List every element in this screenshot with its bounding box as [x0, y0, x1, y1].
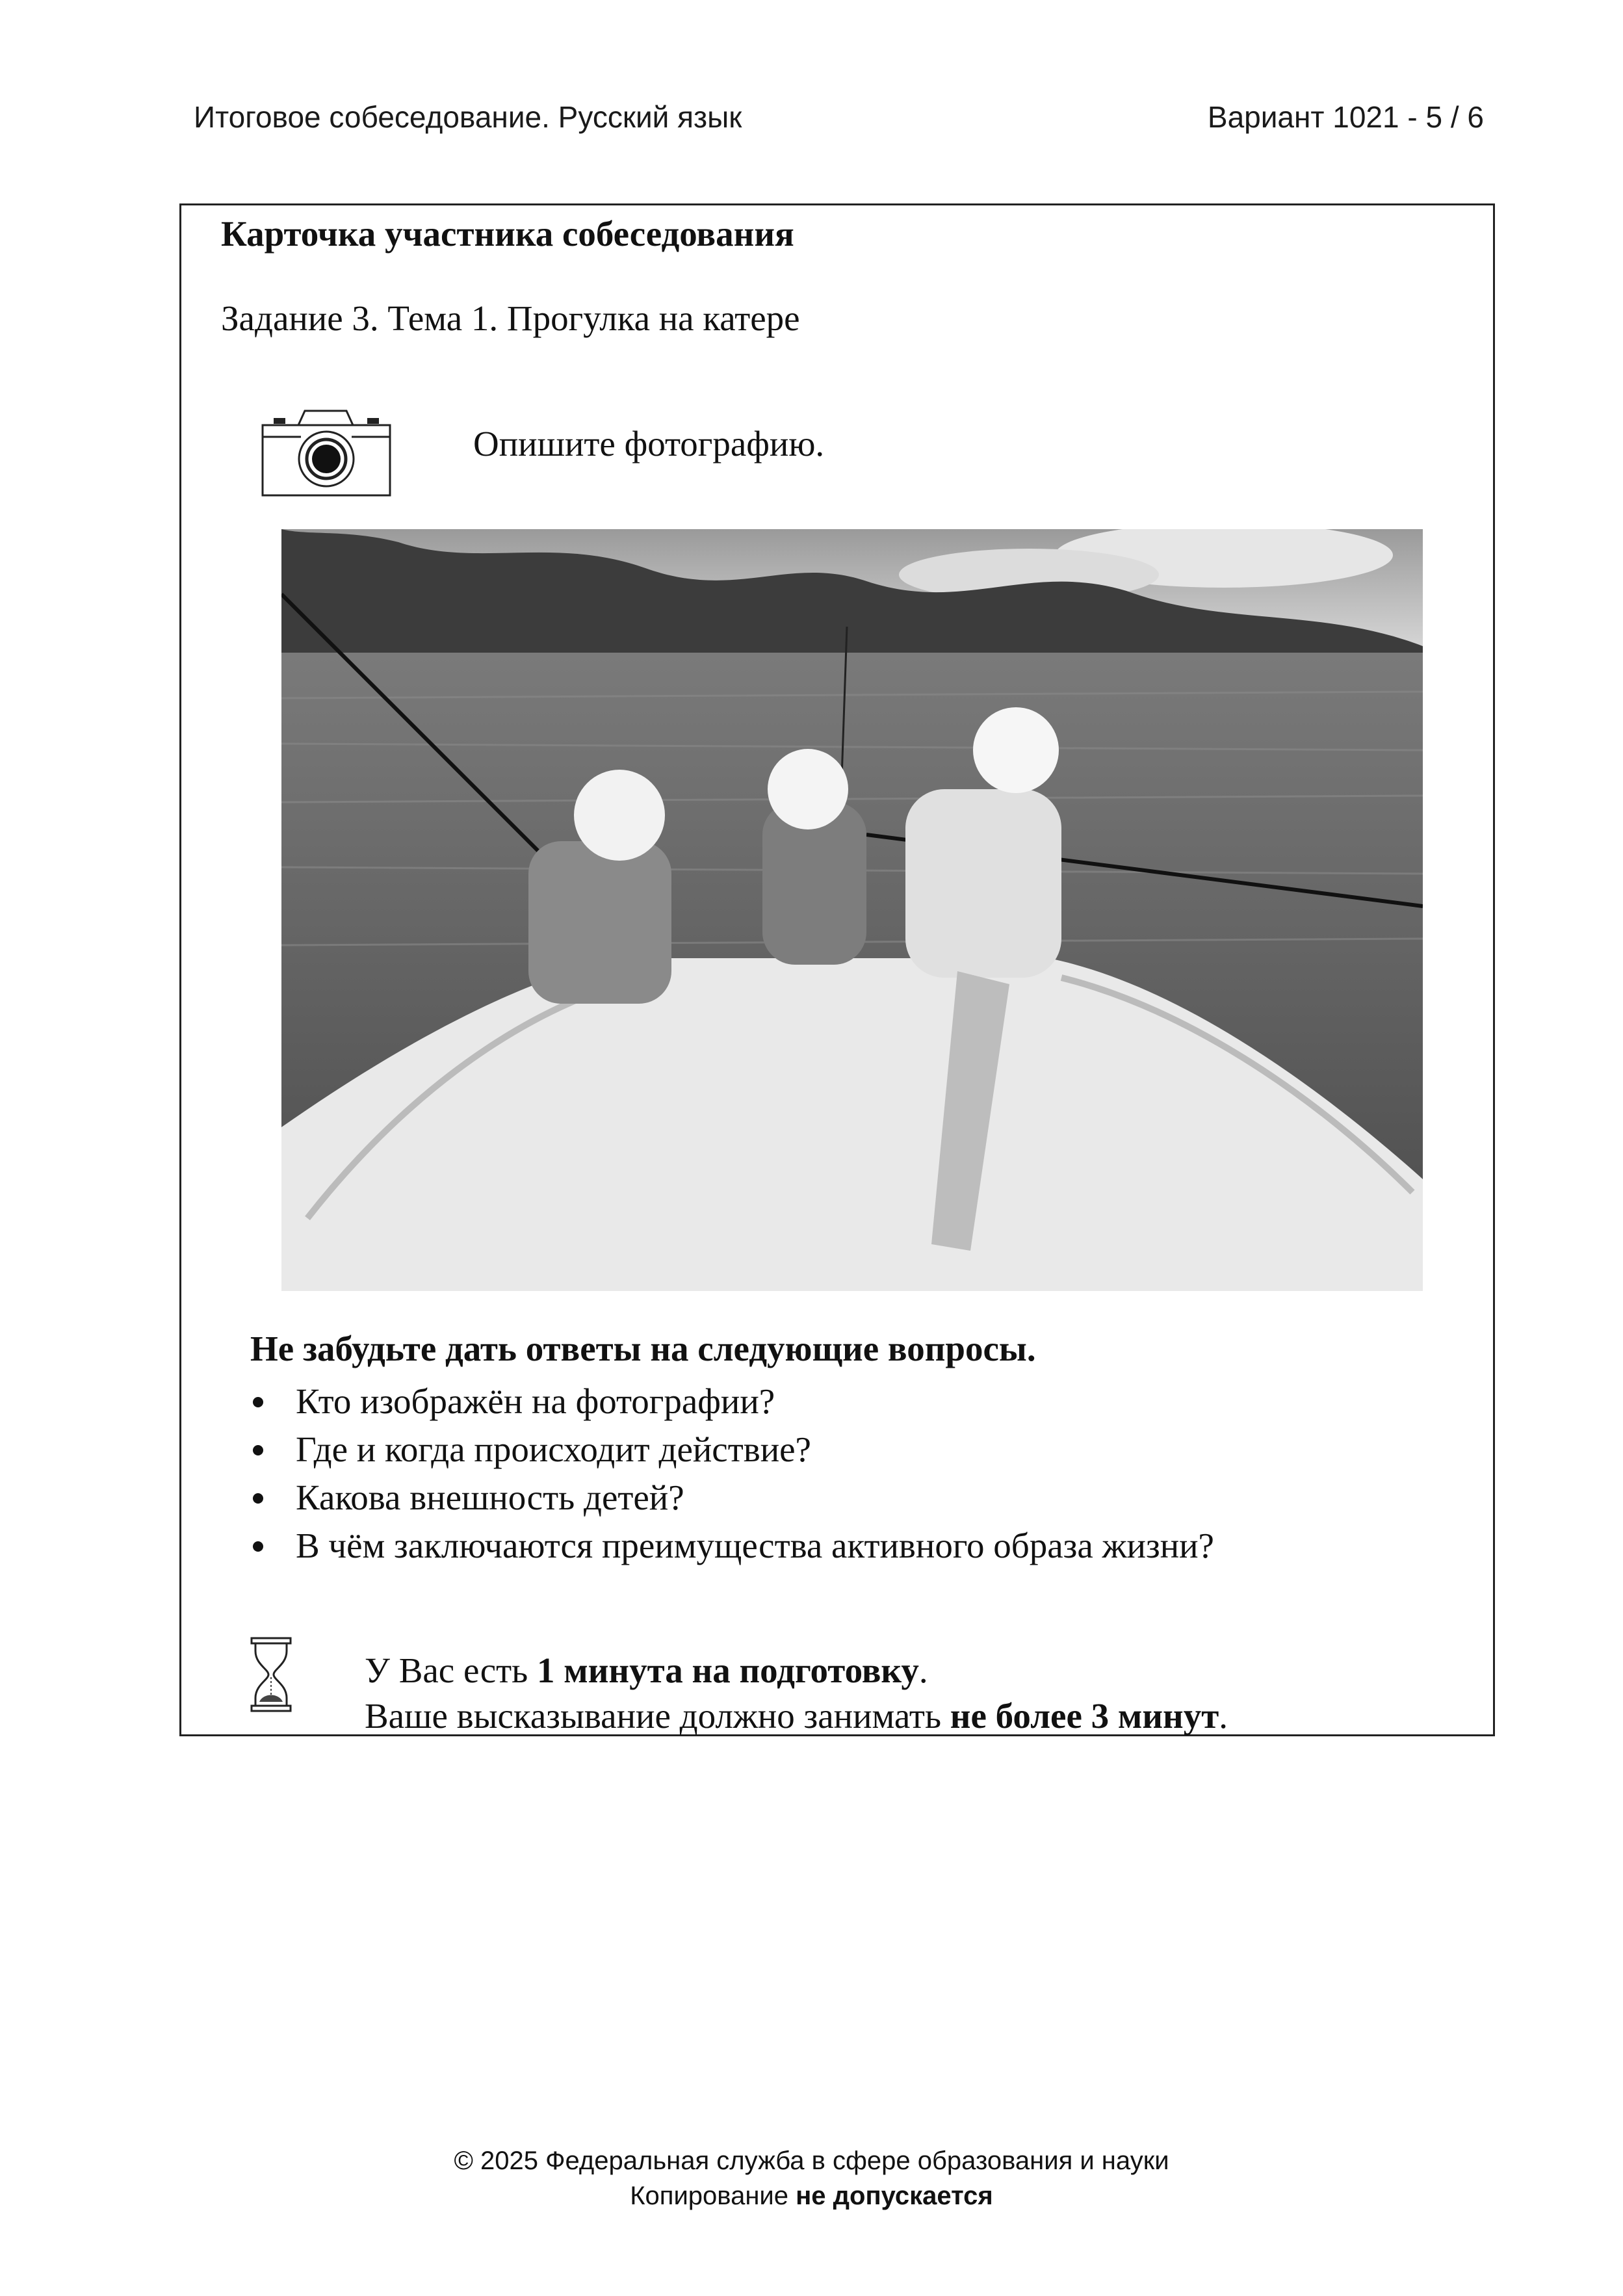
list-item: Кто изображён на фотографии?	[250, 1377, 1214, 1426]
footer-copy-notice: Копирование не допускается	[630, 2182, 993, 2210]
variant-page-number: Вариант 1021 - 5 / 6	[1207, 100, 1484, 134]
header-title: Итоговое собеседование. Русский язык	[194, 100, 742, 134]
describe-prompt: Опишите фотографию.	[473, 424, 825, 463]
card-title: Карточка участника собеседования	[221, 214, 794, 254]
hourglass-icon	[250, 1637, 292, 1712]
list-item: В чём заключаются преимущества активного образа жизни?	[250, 1522, 1214, 1570]
footer-copyright: © 2025 Федеральная служба в сфере образования и науки	[454, 2146, 1169, 2175]
questions-list	[250, 1377, 1214, 1570]
camera-icon	[261, 407, 392, 498]
preparation-time-text: У Вас есть 1 минута на подготовку.	[365, 1650, 928, 1690]
list-item: Где и когда происходит действие?	[250, 1426, 1214, 1474]
photo-children-fishing-on-boat	[281, 529, 1423, 1291]
list-item: Какова внешность детей?	[250, 1474, 1214, 1522]
speech-duration-text: Ваше высказывание должно занимать не более 3 минут.	[365, 1696, 1228, 1736]
questions-heading: Не забудьте дать ответы на следующие вопросы.	[250, 1329, 1036, 1368]
participant-card	[179, 203, 1495, 1736]
task-title: Задание 3. Тема 1. Прогулка на катере	[221, 298, 800, 338]
